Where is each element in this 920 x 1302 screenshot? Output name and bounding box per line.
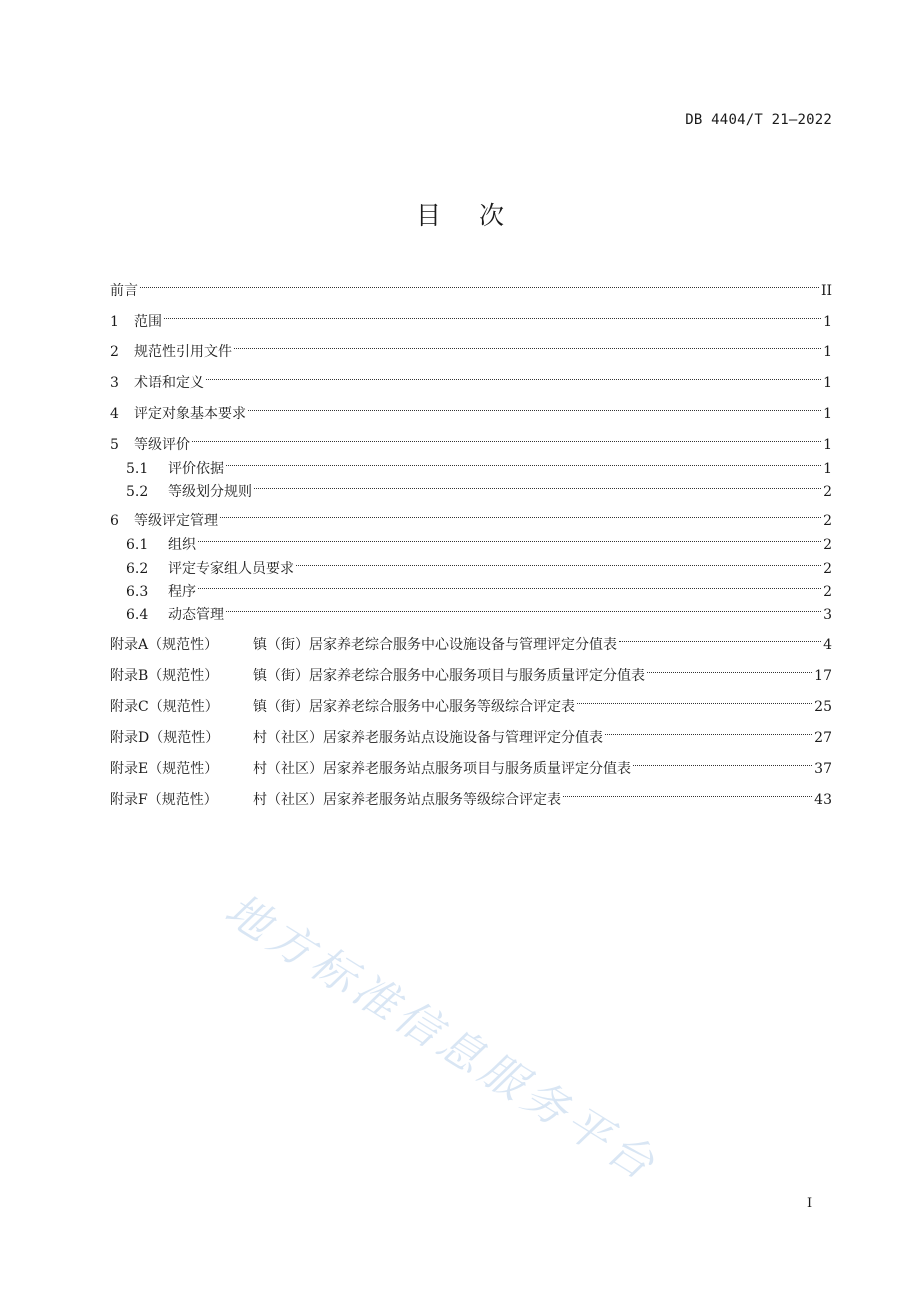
dot-leader bbox=[140, 287, 819, 288]
toc-entry-page: 1 bbox=[823, 314, 832, 330]
toc-entry-appendix-b[interactable] bbox=[110, 666, 832, 686]
toc-entry-page: 1 bbox=[823, 406, 832, 422]
toc-entry-label: 动态管理 bbox=[168, 607, 224, 623]
toc-entry-label: 村（社区）居家养老服务站点设施设备与管理评定分值表 bbox=[253, 730, 603, 746]
dot-leader bbox=[198, 541, 821, 542]
toc-entry-number: 4 bbox=[110, 406, 119, 422]
toc-entry-page: 2 bbox=[823, 513, 832, 529]
dot-leader bbox=[577, 703, 812, 704]
page-number: I bbox=[807, 1196, 813, 1211]
dot-leader bbox=[164, 318, 821, 319]
toc-entry-number: 附录E（规范性） bbox=[110, 761, 219, 777]
toc-entry-4[interactable] bbox=[110, 404, 832, 424]
toc-entry-label: 规范性引用文件 bbox=[134, 344, 232, 360]
toc-entry-label: 前言 bbox=[110, 283, 138, 299]
toc-entry-label: 村（社区）居家养老服务站点服务项目与服务质量评定分值表 bbox=[253, 761, 631, 777]
toc-entry-label: 评定专家组人员要求 bbox=[168, 561, 294, 577]
toc-entry-label: 镇（街）居家养老综合服务中心服务等级综合评定表 bbox=[253, 699, 575, 715]
dot-leader bbox=[234, 348, 821, 349]
toc-entry-number: 附录B（规范性） bbox=[110, 668, 219, 684]
toc-entry-label: 镇（街）居家养老综合服务中心服务项目与服务质量评定分值表 bbox=[253, 668, 645, 684]
toc-entry-3[interactable] bbox=[110, 373, 832, 393]
toc-entry-page: 1 bbox=[823, 461, 832, 477]
toc-entry-label: 等级评定管理 bbox=[134, 513, 218, 529]
toc-entry-label: 程序 bbox=[168, 584, 196, 600]
toc-entry-page: 4 bbox=[823, 637, 832, 653]
dot-leader bbox=[226, 465, 821, 466]
toc-entry-page: 3 bbox=[823, 607, 832, 623]
toc-entry-label: 术语和定义 bbox=[134, 375, 204, 391]
toc-entry-label: 范围 bbox=[134, 314, 162, 330]
dot-leader bbox=[619, 641, 821, 642]
toc-entry-appendix-a[interactable] bbox=[110, 635, 832, 655]
toc-entry-6[interactable] bbox=[110, 511, 832, 531]
toc-entry-foreword[interactable] bbox=[110, 281, 832, 301]
dot-leader bbox=[605, 734, 812, 735]
toc-entry-label: 等级划分规则 bbox=[168, 484, 252, 500]
toc-entry-label: 村（社区）居家养老服务站点服务等级综合评定表 bbox=[253, 792, 561, 808]
toc-entry-page: 43 bbox=[814, 792, 832, 808]
toc-entry-appendix-e[interactable] bbox=[110, 759, 832, 779]
toc-entry-label: 镇（街）居家养老综合服务中心设施设备与管理评定分值表 bbox=[253, 637, 617, 653]
toc-entry-number: 5.1 bbox=[126, 461, 149, 477]
dot-leader bbox=[563, 796, 812, 797]
dot-leader bbox=[248, 410, 821, 411]
dot-leader bbox=[198, 588, 821, 589]
toc-entry-page: 2 bbox=[823, 561, 832, 577]
toc-entry-label: 组织 bbox=[168, 537, 196, 553]
toc-entry-5-1[interactable] bbox=[126, 459, 832, 479]
dot-leader bbox=[633, 765, 812, 766]
toc-entry-number: 3 bbox=[110, 375, 119, 391]
toc-entry-1[interactable] bbox=[110, 312, 832, 332]
toc-entry-appendix-d[interactable] bbox=[110, 728, 832, 748]
toc-entry-number: 附录D（规范性） bbox=[110, 730, 220, 746]
toc-entry-page: 2 bbox=[823, 484, 832, 500]
toc-entry-number: 附录C（规范性） bbox=[110, 699, 219, 715]
toc-entry-page: 1 bbox=[823, 437, 832, 453]
toc-entry-number: 附录A（规范性） bbox=[110, 637, 219, 653]
toc-entry-appendix-f[interactable] bbox=[110, 790, 832, 810]
toc-entry-page: 37 bbox=[814, 761, 832, 777]
page-title: 目次 bbox=[415, 201, 542, 230]
watermark: 地方标准信息服务平台 bbox=[216, 884, 668, 1193]
toc-entry-number: 6.3 bbox=[126, 584, 149, 600]
toc-entry-page: 1 bbox=[823, 375, 832, 391]
toc-entry-page: 27 bbox=[814, 730, 832, 746]
dot-leader bbox=[254, 488, 821, 489]
toc-entry-page: II bbox=[820, 283, 832, 299]
toc-entry-number: 6 bbox=[110, 513, 119, 529]
dot-leader bbox=[220, 517, 821, 518]
toc-entry-6-3[interactable] bbox=[126, 582, 832, 602]
toc-entry-number: 5.2 bbox=[126, 484, 149, 500]
toc-entry-page: 1 bbox=[823, 344, 832, 360]
dot-leader bbox=[192, 441, 821, 442]
toc-entry-appendix-c[interactable] bbox=[110, 697, 832, 717]
dot-leader bbox=[206, 379, 821, 380]
dot-leader bbox=[226, 611, 821, 612]
standard-code: DB 4404/T 21—2022 bbox=[685, 112, 832, 128]
toc-entry-5[interactable] bbox=[110, 435, 832, 455]
toc-entry-6-2[interactable] bbox=[126, 559, 832, 579]
toc-entry-2[interactable] bbox=[110, 342, 832, 362]
toc-entry-page: 25 bbox=[814, 699, 832, 715]
toc-entry-label: 评定对象基本要求 bbox=[134, 406, 246, 422]
toc-entry-number: 6.1 bbox=[126, 537, 149, 553]
toc-entry-5-2[interactable] bbox=[126, 482, 832, 502]
toc-entry-6-1[interactable] bbox=[126, 535, 832, 555]
toc-entry-label: 等级评价 bbox=[134, 437, 190, 453]
toc-entry-label: 评价依据 bbox=[168, 461, 224, 477]
toc-entry-number: 5 bbox=[110, 437, 119, 453]
toc-entry-6-4[interactable] bbox=[126, 605, 832, 625]
toc-entry-page: 2 bbox=[823, 584, 832, 600]
toc-entry-number: 附录F（规范性） bbox=[110, 792, 218, 808]
toc-entry-number: 1 bbox=[110, 314, 119, 330]
toc-entry-number: 2 bbox=[110, 344, 119, 360]
toc-entry-number: 6.4 bbox=[126, 607, 149, 623]
dot-leader bbox=[647, 672, 812, 673]
toc-entry-page: 2 bbox=[823, 537, 832, 553]
toc-entry-page: 17 bbox=[814, 668, 832, 684]
dot-leader bbox=[296, 565, 821, 566]
toc-entry-number: 6.2 bbox=[126, 561, 149, 577]
